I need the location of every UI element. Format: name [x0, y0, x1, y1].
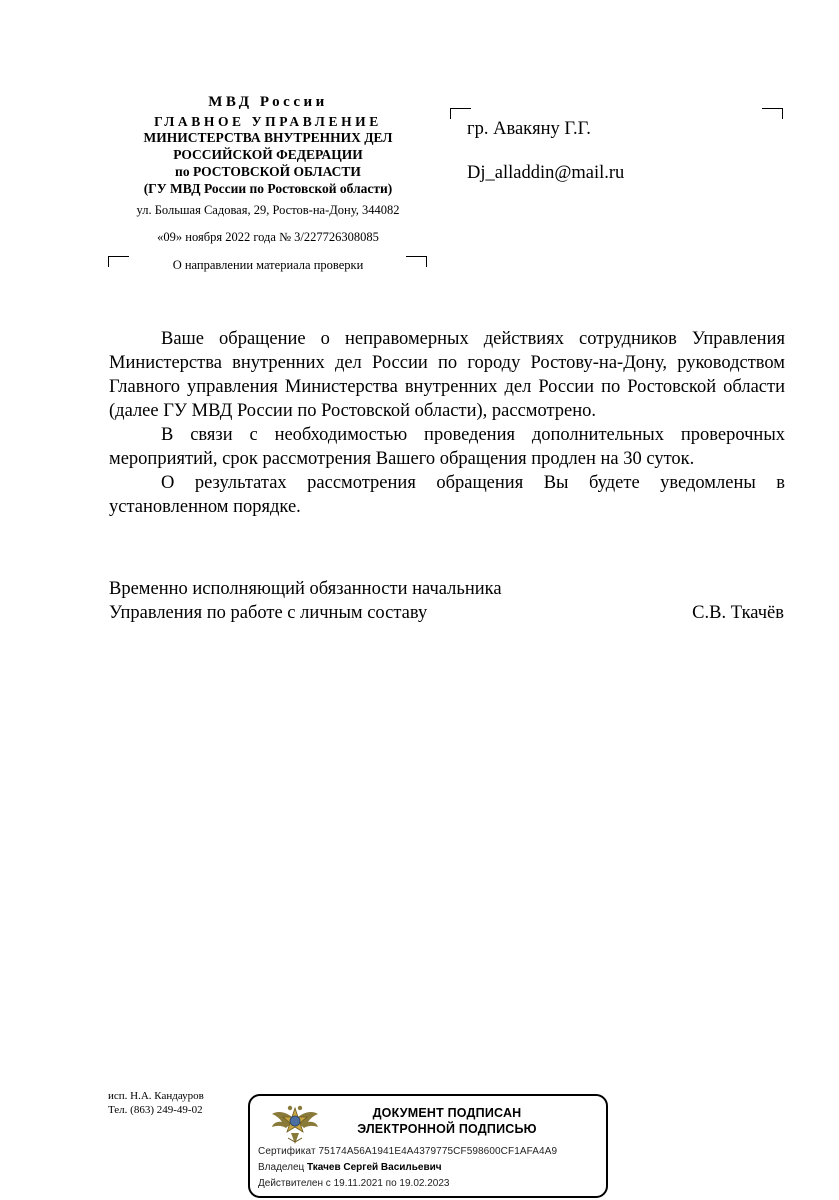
- esign-owner-value: Ткачев Сергей Васильевич: [307, 1162, 442, 1173]
- org-name-line-4: РОССИЙСКОЙ ФЕДЕРАЦИИ: [173, 147, 363, 162]
- esign-title-line-2: ЭЛЕКТРОННОЙ ПОДПИСЬЮ: [357, 1122, 537, 1136]
- org-name-line-6: (ГУ МВД России по Ростовской области): [143, 181, 393, 196]
- org-name-line-3: МИНИСТЕРСТВА ВНУТРЕННИХ ДЕЛ: [143, 130, 393, 145]
- esign-certificate: [258, 1146, 557, 1157]
- org-name-short: МВД России: [208, 94, 328, 110]
- esign-validity: Действителен с 19.11.2021 по 19.02.2023: [258, 1178, 450, 1189]
- esign-owner-label: Владелец: [258, 1162, 305, 1173]
- org-address: ул. Большая Садовая, 29, Ростов-на-Дону, 344082: [136, 203, 400, 217]
- mvd-emblem-icon: [268, 1100, 322, 1150]
- esign-cert-value: 75174A56A1941E4A4379775CF598600CF1AFA4A9: [318, 1146, 558, 1157]
- addressee-email: Dj_alladdin@mail.ru: [467, 163, 625, 183]
- signer-name: С.В. Ткачёв: [692, 603, 784, 623]
- document-date-number: «09» ноября 2022 года № 3/227726308085: [157, 230, 379, 244]
- addressee-bracket-right: [762, 108, 783, 119]
- org-name-line-2: ГЛАВНОЕ УПРАВЛЕНИЕ: [154, 114, 382, 129]
- electronic-signature-stamp: [248, 1094, 608, 1198]
- signer-position-line-2: Управления по работе с личным составу: [109, 603, 428, 623]
- org-name-line-5: по РОСТОВСКОЙ ОБЛАСТИ: [175, 164, 361, 179]
- letter-body: [109, 327, 785, 519]
- signer-position-line-1: Временно исполняющий обязанности начальника: [109, 579, 502, 599]
- addressee-name: гр. Авакяну Г.Г.: [467, 119, 591, 139]
- document-subject: О направлении материала проверки: [172, 258, 364, 272]
- body-paragraph-1: Ваше обращение о неправомерных действиях сотрудников Управления Министерства внутренних дел России по городу Ростову-на-Дону, руководством Главного управления Министерства внутренних дел России по Ростовской области (далее ГУ МВД России по Ростовской области), рассмотрено.: [109, 329, 785, 421]
- esign-cert-label: Сертификат: [258, 1146, 316, 1157]
- executor-name: исп. Н.А. Кандауров: [108, 1090, 204, 1102]
- esign-owner: [258, 1162, 442, 1173]
- addressee-bracket-left: [450, 108, 471, 119]
- body-paragraph-3: О результатах рассмотрения обращения Вы будете уведомлены в установленном порядке.: [109, 473, 785, 517]
- body-paragraph-2: В связи с необходимостью проведения дополнительных проверочных мероприятий, срок рассмотрения Вашего обращения продлен на 30 суток.: [109, 425, 785, 469]
- executor-phone: Тел. (863) 249-49-02: [108, 1104, 203, 1116]
- esign-title-line-1: ДОКУМЕНТ ПОДПИСАН: [372, 1106, 522, 1120]
